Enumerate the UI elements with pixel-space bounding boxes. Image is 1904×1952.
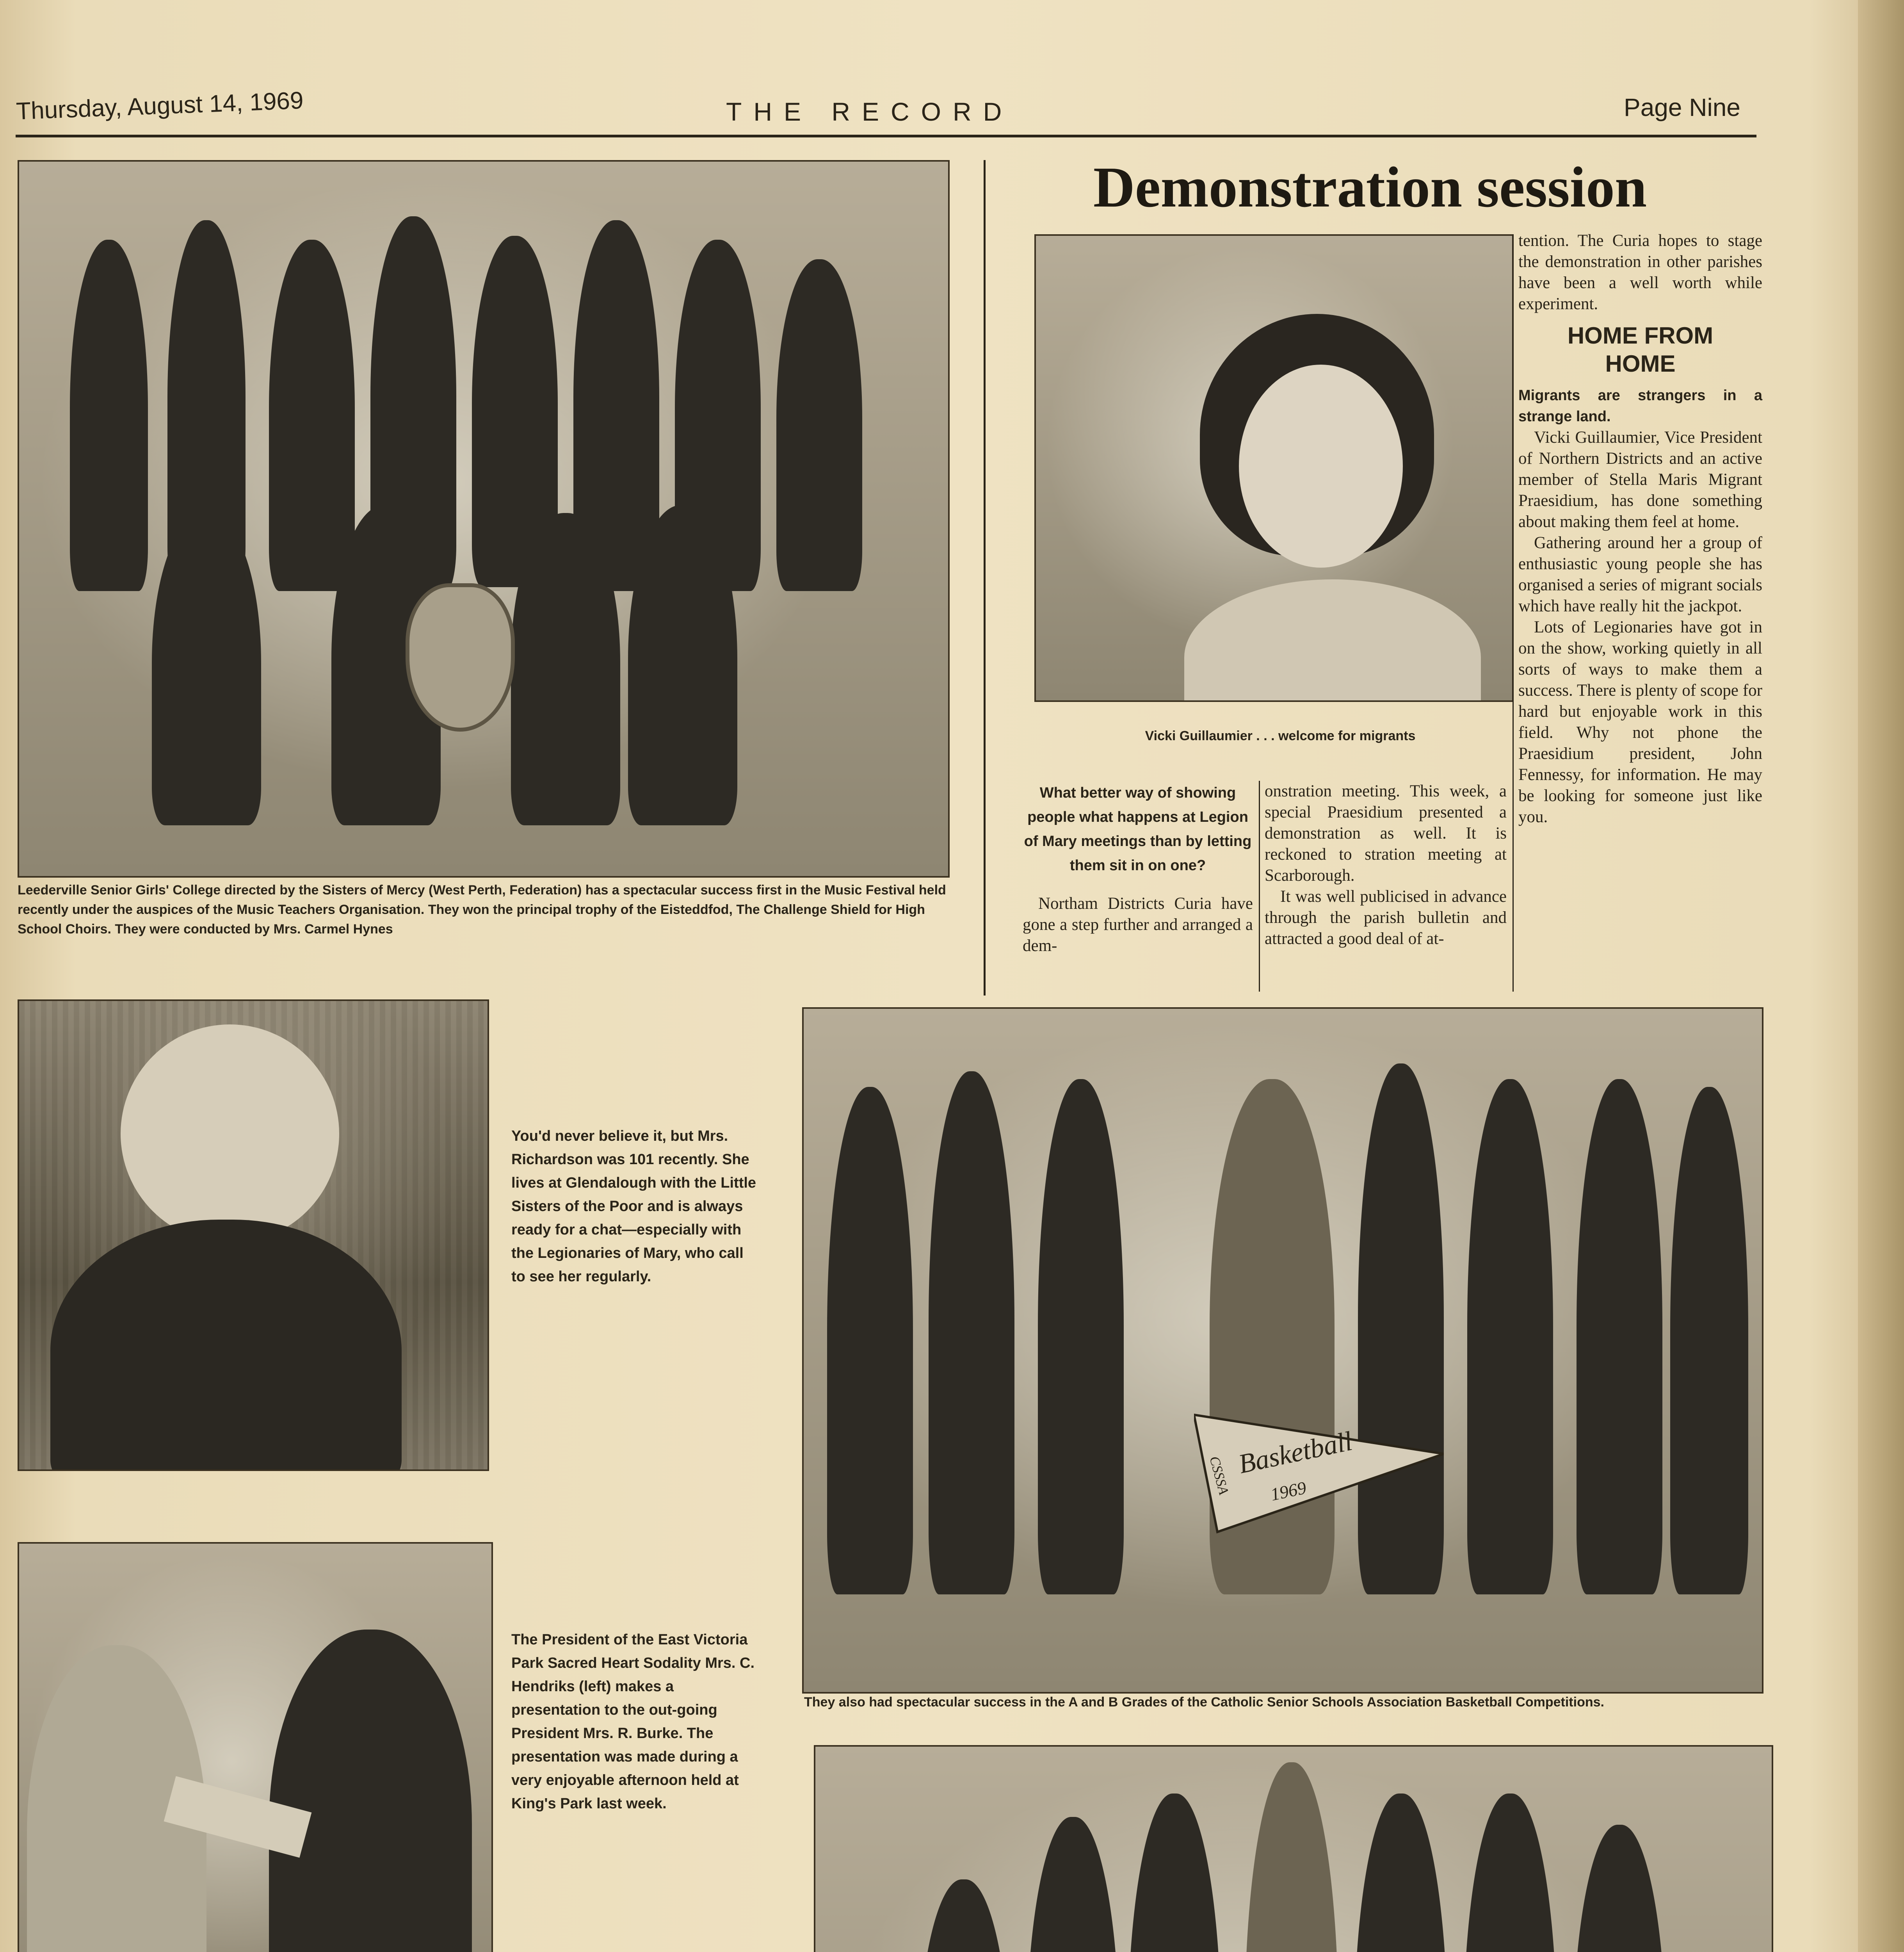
choir-girl xyxy=(269,240,355,591)
demo-para: Vicki Guillaumier, Vice President of Northern Districts and an active member of Stella Maris Migrant Praesidium, has done something about making them feel at home. xyxy=(1518,428,1762,531)
basketball-team-photo-b xyxy=(814,1745,1773,1952)
demo-col-1 xyxy=(1023,781,1253,956)
choir-photo xyxy=(18,160,950,878)
vicki-caption: Vicki Guillaumier . . . welcome for migrants xyxy=(1145,728,1416,743)
demo-para: Migrants are strangers in a strange land. xyxy=(1518,387,1762,425)
demo-para: onstration meeting. This week, a special Praesidium presented a demonstration as well. It is reckoned to stration meeting at Scarborough. xyxy=(1265,782,1507,885)
team-member xyxy=(827,1087,913,1594)
choir-girl xyxy=(152,513,261,825)
demo-para: Gathering around her a group of enthusiastic young people she has organised a series of migrant socials which have really hit the jackpot. xyxy=(1518,534,1762,615)
choir-girl xyxy=(70,240,148,591)
mrs-burke xyxy=(269,1630,472,1952)
vicki-face xyxy=(1239,365,1403,568)
demo-col-3 xyxy=(1518,230,1762,828)
home-from-home-subhead: HOME FROM HOME xyxy=(1567,322,1714,377)
demonstration-headline: Demonstration session xyxy=(1093,155,1647,219)
team-member xyxy=(929,1071,1014,1594)
pennant-year: 1969 xyxy=(1269,1477,1308,1505)
basketball-team-photo-a xyxy=(802,1007,1763,1694)
team-member xyxy=(1467,1079,1553,1594)
choir-girl xyxy=(628,505,737,825)
choir-girl xyxy=(511,513,620,825)
team-member xyxy=(1128,1793,1221,1952)
demo-para: tention. The Curia hopes to stage the demonstration in other parishes have been a well worth while experiment. xyxy=(1518,232,1762,313)
demo-para: Lots of Legionaries have got in on the show, working quietly in all sorts of ways to make them a success. There is plenty of scope for hard but enjoyable work in this field. Why not phone the Praesidium president, John Fennessy, for information. He may be looking for someone just like you. xyxy=(1518,618,1762,826)
challenge-shield xyxy=(406,583,515,732)
team-member xyxy=(1463,1793,1557,1952)
vicki-photo xyxy=(1034,234,1514,702)
demo-lede: What better way of showing people what happens at Legion of Mary meetings than by letting them sit in on one? xyxy=(1024,785,1252,874)
richardson-body xyxy=(50,1220,402,1471)
richardson-photo xyxy=(18,999,489,1471)
team-member xyxy=(1245,1762,1338,1952)
demo-para: Northam Districts Curia have gone a step further and arranged a dem- xyxy=(1023,894,1253,955)
page-edge xyxy=(1858,0,1904,1952)
column-rule xyxy=(1259,781,1260,992)
sodality-photo xyxy=(18,1542,493,1952)
vicki-shoulders xyxy=(1184,579,1481,702)
demo-para: It was well publicised in advance through the parish bulletin and attracted a good deal of at- xyxy=(1265,887,1507,948)
basketball-caption: They also had spectacular success in the A and B Grades of the Catholic Senior Schools Association Basketball Competitions. xyxy=(804,1695,1604,1710)
richardson-face xyxy=(121,1024,339,1243)
sodality-caption: The President of the East Victoria Park Sacred Heart Sodality Mrs. C. Hendriks (left) makes a presentation to the out-going President Mrs. R. Burke. The presentation was made during a very enjoyable afternoon held at King's Park last week. xyxy=(511,1631,755,1812)
header-rule xyxy=(16,135,1756,137)
basketball-pennant xyxy=(1194,1399,1444,1540)
demo-col-2 xyxy=(1265,781,1507,949)
team-member xyxy=(1670,1087,1748,1594)
team-member xyxy=(1354,1793,1448,1952)
pennant-label: Basketball xyxy=(1236,1426,1355,1480)
column-rule xyxy=(1513,234,1514,992)
team-member xyxy=(917,1879,1011,1952)
issue-date: Thursday, August 14, 1969 xyxy=(16,87,304,125)
team-member xyxy=(1577,1079,1662,1594)
pennant-org: CSSSA xyxy=(1206,1454,1232,1496)
choir-caption: Leederville Senior Girls' College directed by the Sisters of Mercy (West Perth, Federation) has a spectacular success first in the Music Festival held recently under the auspices of the Music Teachers Organisation. They won the principal trophy of the Eisteddfod, The Challenge Shield for High School Choirs. They were conducted by Mrs. Carmel Hynes xyxy=(18,883,946,937)
masthead: THE RECORD xyxy=(726,97,1014,126)
team-member xyxy=(1026,1817,1120,1952)
team-member xyxy=(1038,1079,1124,1594)
team-member xyxy=(1573,1825,1666,1952)
choir-girl xyxy=(776,259,862,591)
page-number: Page Nine xyxy=(1624,93,1740,121)
center-column-rule xyxy=(984,160,986,996)
richardson-caption: You'd never believe it, but Mrs. Richardson was 101 recently. She lives at Glendalough with the Little Sisters of the Poor and is always ready for a chat—especially with the Legionaries of Mary, who call to see her regularly. xyxy=(511,1128,756,1285)
